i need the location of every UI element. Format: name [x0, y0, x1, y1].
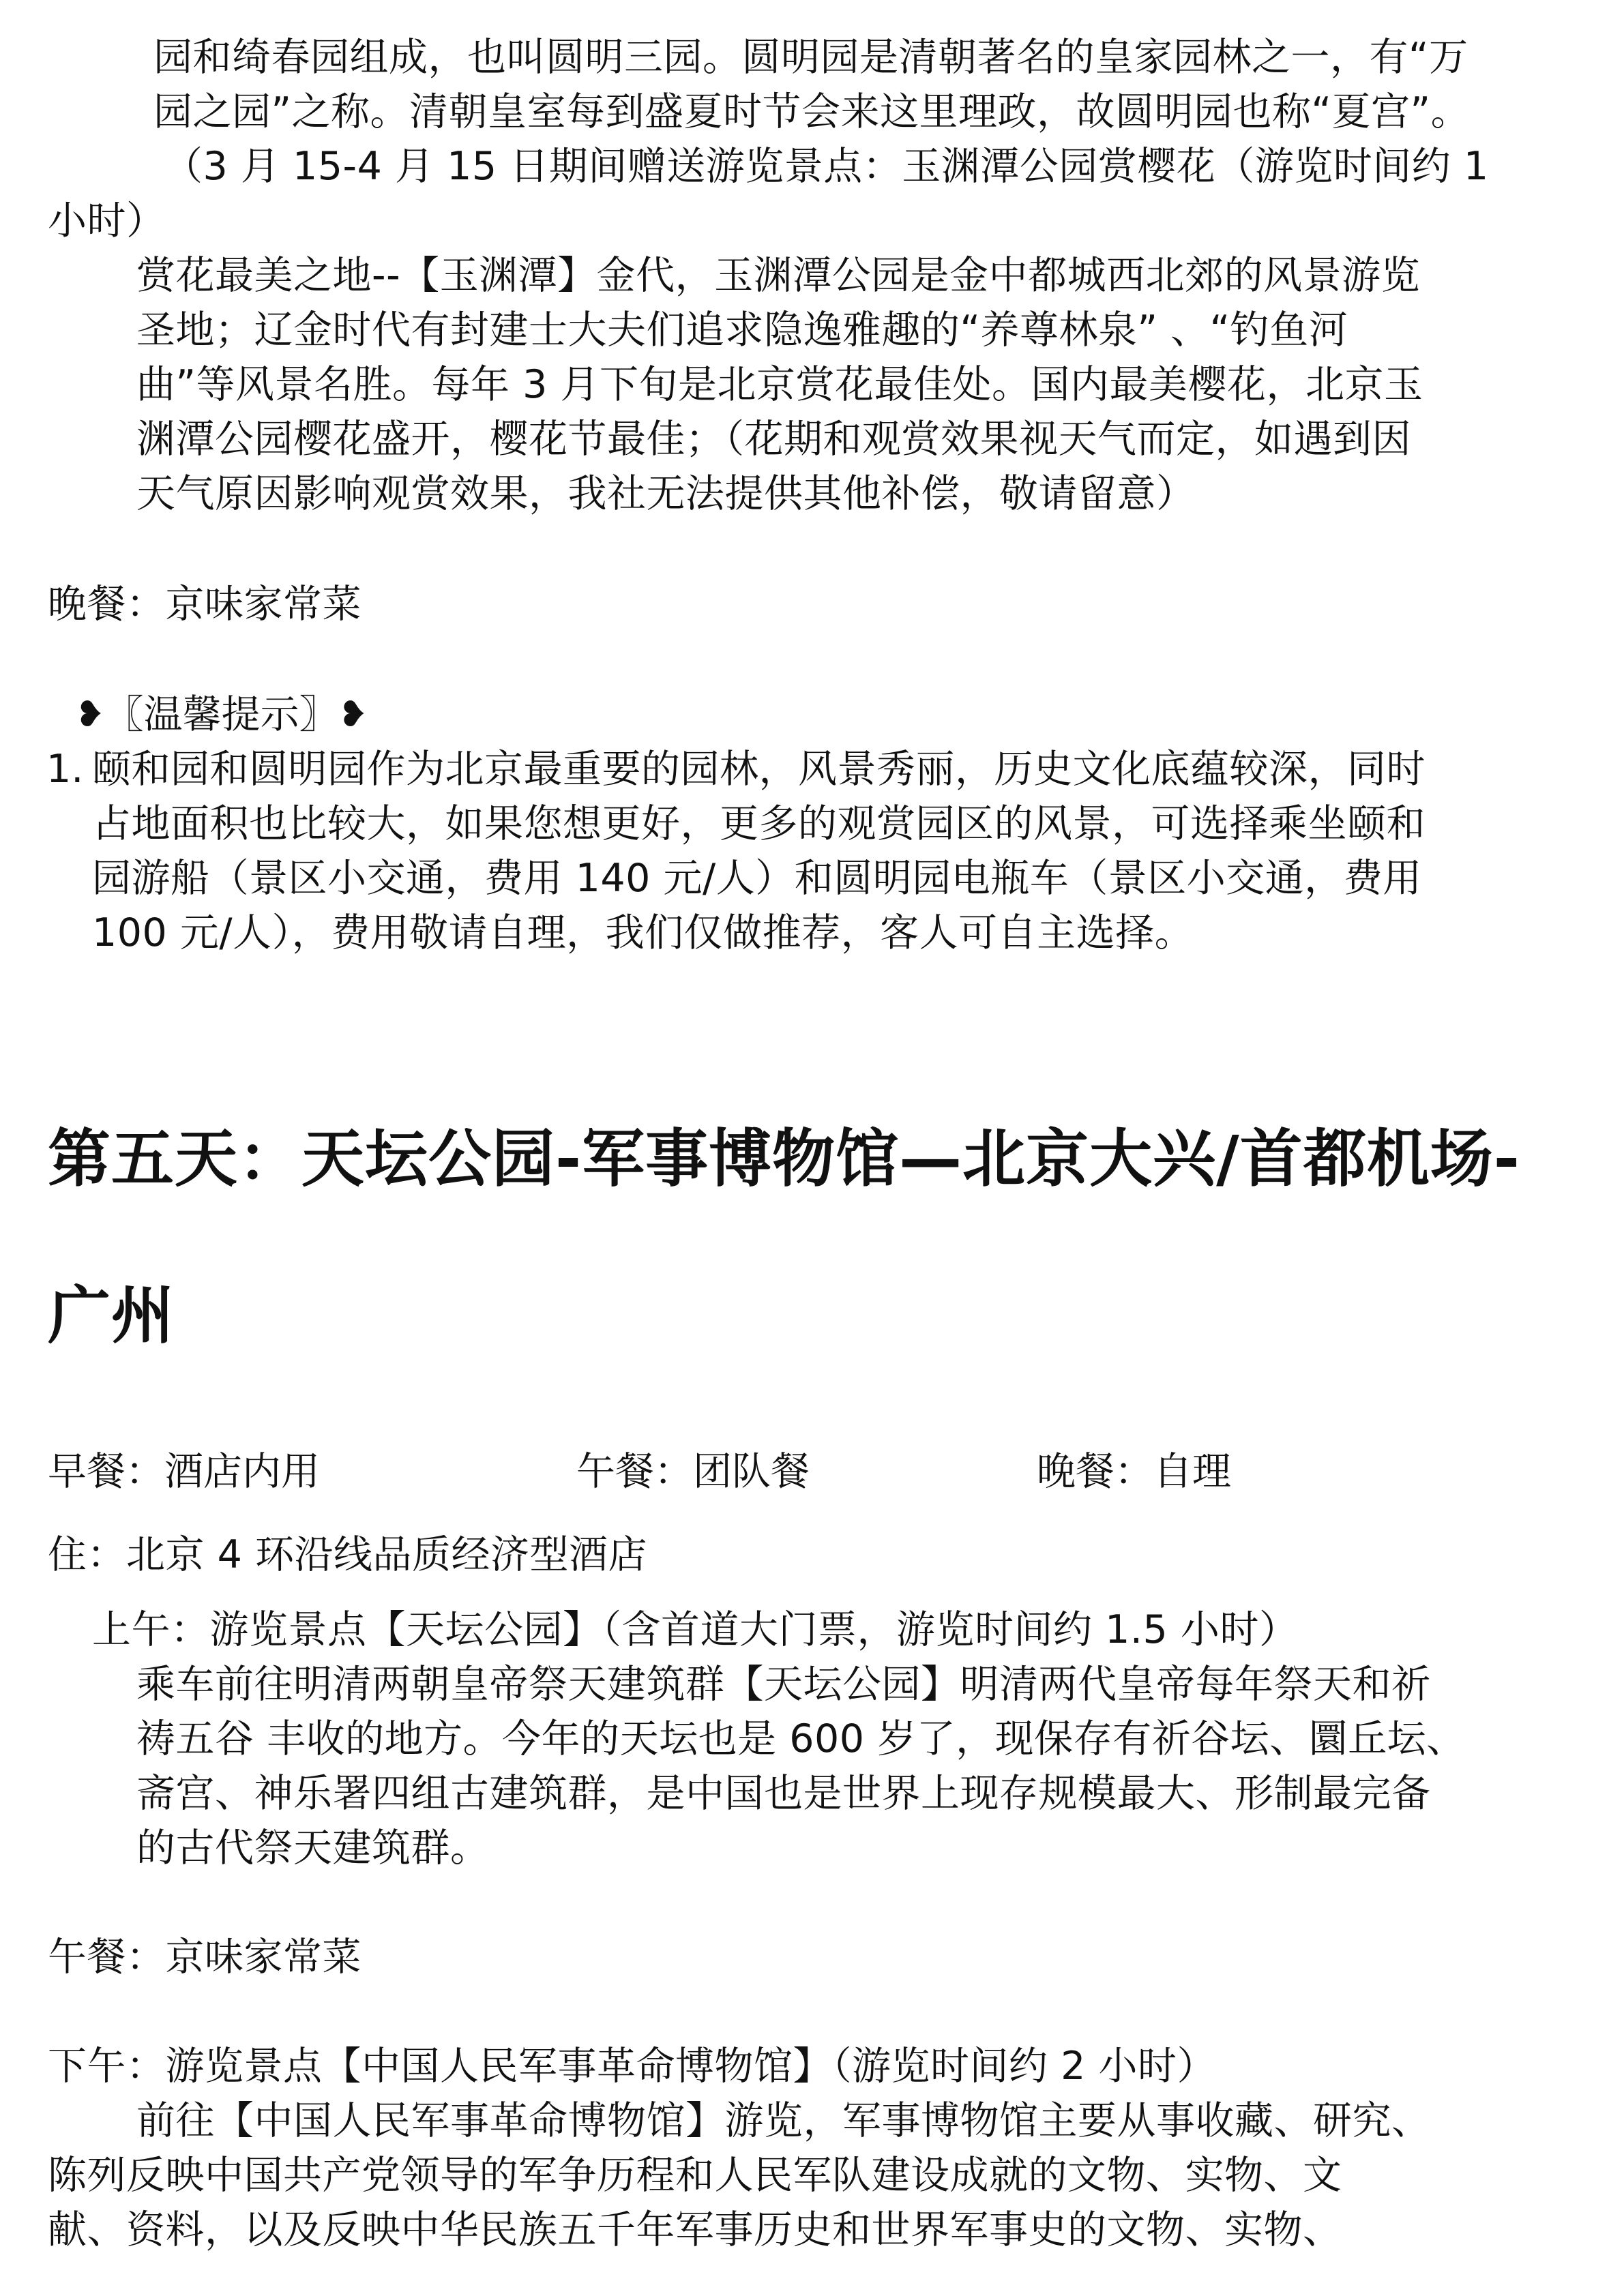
- morning-line: 祷五谷 丰收的地方。今年的天坛也是 600 岁了，现保存有祈谷坛、圜丘坛、: [136, 1716, 1466, 1761]
- yuyuantan-line: 天气原因影响观赏效果，我社无法提供其他补偿，敬请留意）: [136, 471, 1196, 516]
- afternoon-line: 献、资料，以及反映中华民族五千年军事历史和世界军事史的文物、实物、: [48, 2207, 1342, 2252]
- yuyuantan-line: 赏花最美之地--【玉渊潭】金代，玉渊潭公园是金中都城西北郊的风景游览: [136, 253, 1421, 298]
- morning-line: 斋宫、神乐署四组古建筑群，是中国也是世界上现存规模最大、形制最完备: [136, 1771, 1431, 1816]
- morning-line: 乘车前往明清两朝皇帝祭天建筑群【天坛公园】明清两代皇帝每年祭天和祈: [136, 1662, 1431, 1707]
- tips-item-line: 园游船（景区小交通，费用 140 元/人）和圆明园电瓶车（景区小交通，费用: [92, 856, 1422, 901]
- lunch-label: 午餐：团队餐: [576, 1449, 810, 1494]
- afternoon-header: 下午：游览景点【中国人民军事革命博物馆】（游览时间约 2 小时）: [48, 2044, 1217, 2089]
- breakfast-label: 早餐：酒店内用: [48, 1449, 320, 1494]
- dinner-label: 晚餐：京味家常菜: [48, 582, 361, 627]
- intro-line: 园和绮春园组成，也叫圆明三园。圆明园是清朝著名的皇家园林之一，有“万: [153, 35, 1468, 80]
- yuyuantan-line: 圣地；辽金时代有封建士大夫们追求隐逸雅趣的“养尊林泉” 、“钓鱼河: [136, 308, 1348, 353]
- yuyuantan-line: 渊潭公园樱花盛开，樱花节最佳；（花期和观赏效果视天气而定，如遇到因: [136, 417, 1411, 462]
- list-number: 1.: [46, 747, 84, 792]
- afternoon-line: 前往【中国人民军事革命博物馆】游览，军事博物馆主要从事收藏、研究、: [136, 2098, 1431, 2143]
- intro-line: （3 月 15-4 月 15 日期间赠送游览景点：玉渊潭公园赏樱花（游览时间约 1: [164, 144, 1489, 189]
- tips-title-text: 〖温馨提示〗: [104, 692, 338, 737]
- heart-icon: ❥: [338, 694, 368, 735]
- tips-title: [75, 687, 368, 742]
- intro-line: 园之园”之称。清朝皇室每到盛夏时节会来这里理政，故圆明园也称“夏宫”。: [153, 89, 1471, 134]
- tips-item-line: 颐和园和圆明园作为北京最重要的园林，风景秀丽，历史文化底蕴较深，同时: [92, 747, 1426, 792]
- dinner-label: 晚餐：自理: [1037, 1449, 1231, 1494]
- hotel-label: 住：北京 4 环沿线品质经济型酒店: [48, 1532, 648, 1577]
- day5-title: 第五天：天坛公园-军事博物馆—北京大兴/首都机场-: [48, 1122, 1520, 1195]
- morning-header: 上午：游览景点【天坛公园】（含首道大门票，游览时间约 1.5 小时）: [92, 1607, 1299, 1652]
- intro-line: 小时）: [48, 198, 166, 243]
- yuyuantan-line: 曲”等风景名胜。每年 3 月下旬是北京赏花最佳处。国内最美樱花，北京玉: [136, 362, 1423, 407]
- heart-icon: ❥: [75, 694, 105, 735]
- afternoon-line: 陈列反映中国共产党领导的军争历程和人民军队建设成就的文物、实物、文: [48, 2153, 1342, 2198]
- tips-item-line: 100 元/人），费用敬请自理，我们仅做推荐，客人可自主选择。: [92, 910, 1194, 955]
- day5-title-continued: 广州: [48, 1279, 175, 1352]
- morning-line: 的古代祭天建筑群。: [136, 1825, 490, 1870]
- tips-item-line: 占地面积也比较大，如果您想更好，更多的观赏园区的风景，可选择乘坐颐和: [92, 801, 1426, 846]
- lunch-detail: 午餐：京味家常菜: [48, 1935, 361, 1980]
